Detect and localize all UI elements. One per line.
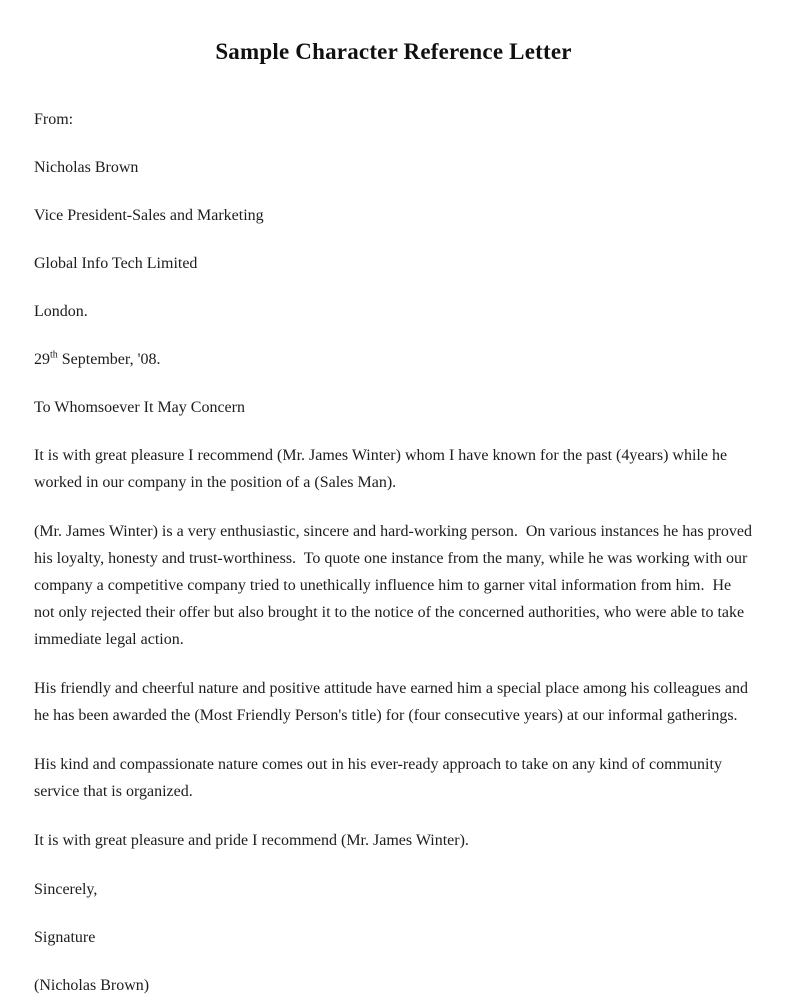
from-label: From:	[34, 111, 74, 128]
salutation-line: To Whomsoever It May Concern	[34, 399, 245, 416]
signature-label: Signature	[34, 929, 96, 946]
document-title: Sample Character Reference Letter	[215, 39, 572, 64]
paragraph-character: (Mr. James Winter) is a very enthusiastic, sincere and hard-working person. On various instances he has proved his loyalty, honesty and trust-worthiness. To quote one instance from the many, while he was working with our company a competitive company tried to unethically influence him to garner vital information from him. He not only rejected their offer but also brought it to the notice of the concerned authorities, who were able to take immediate legal action.	[34, 523, 756, 648]
sender-title-line: Vice President-Sales and Marketing	[34, 207, 264, 224]
sender-name-line: Nicholas Brown	[34, 159, 139, 176]
valediction-line: Sincerely,	[34, 881, 98, 898]
paragraph-friendly-nature: His friendly and cheerful nature and positive attitude have earned him a special place among his colleagues and he has been awarded the (Most Friendly Person's title) for (four consecutive years) at our informal gatherings.	[34, 680, 752, 724]
paragraph-community-service: His kind and compassionate nature comes out in his ever-ready approach to take on any kind of community service that is organized.	[34, 756, 726, 800]
sender-company-line: Global Info Tech Limited	[34, 255, 198, 272]
paragraph-final-recommendation: It is with great pleasure and pride I recommend (Mr. James Winter).	[34, 832, 469, 849]
date-rest: September, '08.	[57, 351, 161, 368]
sender-city-line: London.	[34, 303, 88, 320]
paragraph-introduction: It is with great pleasure I recommend (Mr. James Winter) whom I have known for the past (4years) while he worked in our company in the position of a (Sales Man).	[34, 447, 732, 491]
date-line	[34, 346, 753, 373]
date-day: 29	[34, 351, 50, 368]
signer-name-line: (Nicholas Brown)	[34, 977, 150, 994]
date-ordinal: th	[50, 349, 58, 361]
